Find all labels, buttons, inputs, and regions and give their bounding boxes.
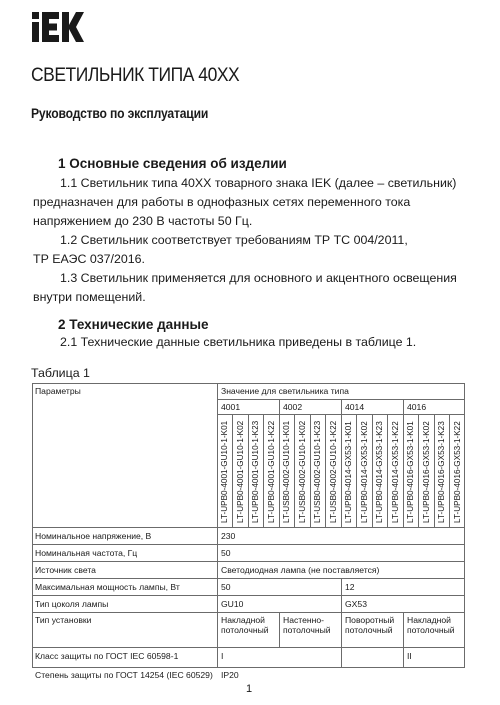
table-line bbox=[341, 399, 342, 528]
row-label-frequency: Номинальная частота, Гц bbox=[35, 548, 138, 558]
paragraph-1-3-line-1: 1.3 Светильник применяется для основного и акцентного освещения bbox=[60, 271, 457, 285]
model-name: LT-UPB0-4016-GX53-1-K22 bbox=[453, 421, 462, 523]
paragraph-2-1-text: 2.1 Технические данные светильника приведены в таблице 1. bbox=[60, 335, 417, 349]
paragraph-1-1-line-2: предназначен для работы в однофазных сетях переменного тока bbox=[33, 195, 411, 209]
table-line bbox=[387, 414, 388, 528]
row-label-light-source: Источник света bbox=[35, 565, 96, 575]
row-value-light-source: Светодиодная лампа (не поставляется) bbox=[221, 565, 380, 575]
model-name: LT-UPB0-4014-GX53-1-K23 bbox=[375, 421, 384, 523]
table-line bbox=[263, 414, 264, 528]
table-line bbox=[372, 414, 373, 528]
paragraph-1-1-line-3: напряжением до 230 В частоты 50 Гц. bbox=[33, 214, 253, 228]
mount-type-4016-line-2: потолочный bbox=[407, 625, 455, 635]
paragraph-1-1 bbox=[33, 174, 473, 193]
specs-table bbox=[32, 383, 465, 680]
model-name: LT-USB0-4002-GU10-1-K22 bbox=[329, 420, 338, 523]
group-header-4014: 4014 bbox=[345, 402, 365, 412]
table-line bbox=[32, 383, 465, 384]
row-label-base-type: Тип цоколя лампы bbox=[35, 599, 109, 609]
table-line bbox=[403, 399, 404, 528]
table-line bbox=[32, 667, 465, 668]
mount-type-4001 bbox=[221, 615, 269, 635]
model-name: LT-UPB0-4014-GX53-1-K01 bbox=[344, 421, 353, 523]
row-value-voltage: 230 bbox=[221, 531, 236, 541]
model-name: LT-UPB0-4016-GX53-1-K02 bbox=[422, 421, 431, 523]
paragraph-1-2-line-1: 1.2 Светильник соответствует требованиям ТР ТС 004/2011, bbox=[60, 233, 408, 247]
row-value-frequency: 50 bbox=[221, 548, 231, 558]
table-line bbox=[32, 383, 33, 668]
group-header-4001: 4001 bbox=[221, 402, 241, 412]
model-name: LT-UPB0-4016-GX53-1-K01 bbox=[406, 421, 415, 523]
row-label-mount-type: Тип установки bbox=[35, 615, 92, 625]
mount-type-4002-line-1: Настенно- bbox=[283, 615, 325, 625]
table-line bbox=[32, 561, 465, 562]
model-name: LT-USB0-4002-GU10-1-K23 bbox=[313, 420, 322, 523]
table-caption: Таблица 1 bbox=[31, 366, 90, 380]
mount-type-4014-line-1: Поворотный bbox=[345, 615, 395, 625]
table-line bbox=[403, 612, 404, 667]
iek-logo bbox=[32, 12, 84, 42]
mount-type-4014-line-2: потолочный bbox=[345, 625, 393, 635]
document-subtitle: Руководство по эксплуатации bbox=[31, 106, 209, 121]
page-number: 1 bbox=[246, 683, 253, 695]
paragraph-1-3-line-2: внутри помещений. bbox=[33, 290, 146, 304]
model-name: LT-UPB0-4001-GU10-1-K02 bbox=[236, 420, 245, 523]
table-line bbox=[32, 578, 465, 579]
group-header-4016: 4016 bbox=[407, 402, 427, 412]
model-name: LT-UPB0-4001-GU10-1-K22 bbox=[267, 420, 276, 523]
row-value-base-type-gu10: GU10 bbox=[221, 599, 244, 609]
table-line bbox=[341, 578, 342, 668]
mount-type-4014 bbox=[345, 615, 394, 635]
row-value-max-power-gx53: 12 bbox=[345, 582, 355, 592]
row-label-ip-rating: Степень защиты по ГОСТ 14254 (IEC 60529) bbox=[35, 670, 213, 680]
row-label-max-power: Максимальная мощность лампы, Вт bbox=[35, 582, 180, 592]
model-name: LT-USB0-4002-GU10-1-K01 bbox=[282, 420, 291, 523]
paragraph-2-1 bbox=[33, 333, 473, 352]
paragraph-1-1-line-1: 1.1 Светильник типа 40XX товарного знака IEK (далее – светильник) bbox=[60, 176, 457, 190]
model-name: LT-UPB0-4001-GU10-1-K23 bbox=[251, 420, 260, 523]
mount-type-4002-line-2: потолочный bbox=[283, 625, 331, 635]
table-line bbox=[294, 414, 295, 528]
table-line bbox=[449, 414, 450, 528]
model-name: LT-USB0-4002-GU10-1-K02 bbox=[298, 420, 307, 523]
row-label-protection-class: Класс защиты по ГОСТ IEC 60598-1 bbox=[35, 651, 179, 661]
table-line bbox=[217, 383, 218, 668]
model-name: LT-UPB0-4014-GX53-1-K02 bbox=[360, 421, 369, 523]
table-line bbox=[434, 414, 435, 528]
paragraph-1-3 bbox=[33, 269, 473, 288]
table-line bbox=[325, 414, 326, 528]
model-name: LT-UPB0-4016-GX53-1-K23 bbox=[437, 421, 446, 523]
table-line bbox=[464, 383, 465, 668]
paragraph-1-2-line-2: ТР ЕАЭС 037/2016. bbox=[33, 252, 145, 266]
group-header-4002: 4002 bbox=[283, 402, 303, 412]
table-line bbox=[279, 612, 280, 647]
mount-type-4002 bbox=[283, 615, 331, 635]
row-value-protection-class-i: I bbox=[221, 651, 224, 661]
paragraph-1-2 bbox=[33, 231, 473, 250]
param-header: Параметры bbox=[35, 386, 81, 396]
row-label-voltage: Номинальное напряжение, В bbox=[35, 531, 152, 541]
table-line bbox=[418, 414, 419, 528]
value-header: Значение для светильника типа bbox=[221, 386, 349, 396]
table-line bbox=[32, 647, 465, 648]
mount-type-4016-line-1: Накладной bbox=[407, 615, 451, 625]
table-line bbox=[248, 414, 249, 528]
table-line bbox=[32, 595, 465, 596]
mount-type-4001-line-1: Накладной bbox=[221, 615, 265, 625]
model-name: LT-UPB0-4001-GU10-1-K01 bbox=[220, 420, 229, 523]
row-value-base-type-gx53: GX53 bbox=[345, 599, 367, 609]
section-1-heading: 1 Основные сведения об изделии bbox=[58, 156, 287, 171]
table-line bbox=[310, 414, 311, 528]
section-2-heading: 2 Технические данные bbox=[58, 317, 209, 332]
document-title: СВЕТИЛЬНИК ТИПА 40XX bbox=[31, 65, 240, 86]
row-value-ip-rating: IP20 bbox=[221, 670, 239, 680]
section-1-body bbox=[33, 174, 473, 307]
row-value-max-power-gu10: 50 bbox=[221, 582, 231, 592]
table-line bbox=[32, 612, 465, 613]
mount-type-4001-line-2: потолочный bbox=[221, 625, 269, 635]
table-line bbox=[356, 414, 357, 528]
table-line bbox=[32, 544, 465, 545]
row-value-protection-class-ii: II bbox=[407, 651, 412, 661]
model-name: LT-UPB0-4014-GX53-1-K22 bbox=[391, 421, 400, 523]
mount-type-4016 bbox=[407, 615, 455, 635]
table-line bbox=[232, 414, 233, 528]
table-line bbox=[279, 399, 280, 528]
